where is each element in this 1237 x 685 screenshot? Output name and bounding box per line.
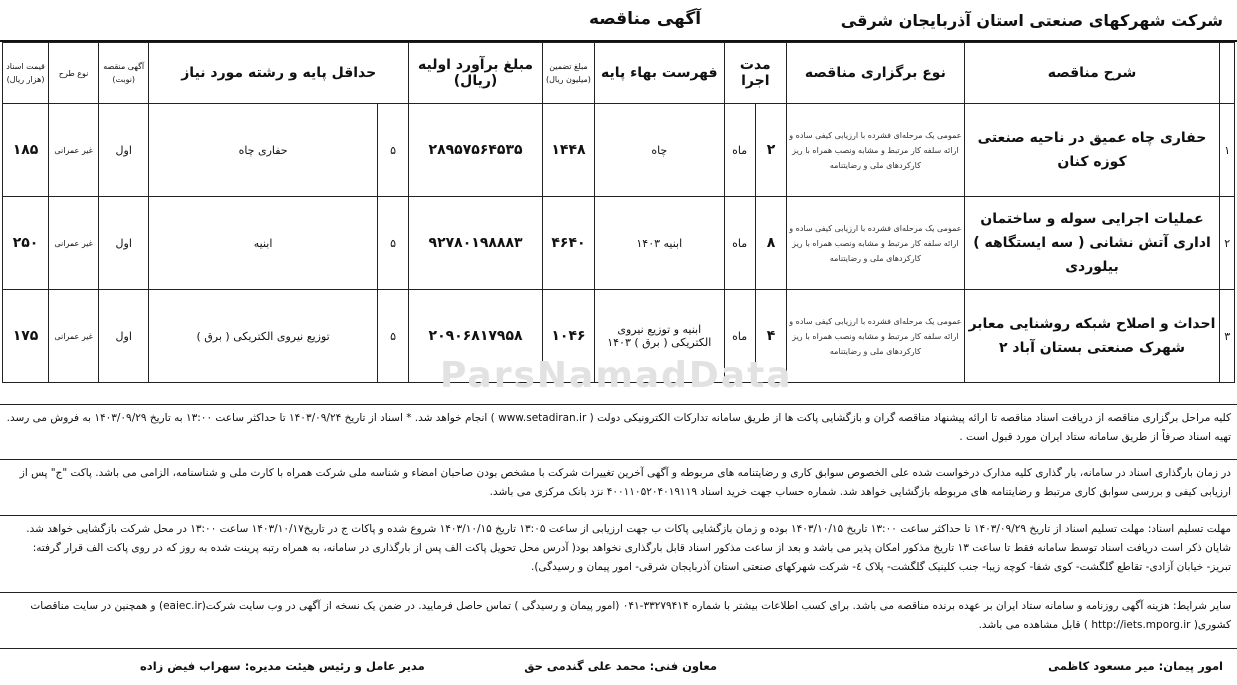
row-duration-unit: ماه (724, 290, 755, 383)
signature-ceo: مدیر عامل و رئیس هیئت مدیره: سهراب فیض زاده (140, 659, 425, 673)
row-doc-price: ۱۸۵ (3, 104, 49, 197)
row-number: ۳ (1220, 290, 1235, 383)
col-header-duration: مدت اجرا (724, 43, 787, 104)
row-doc-price: ۲۵۰ (3, 197, 49, 290)
row-duration-value: ۴ (755, 290, 786, 383)
table-row (3, 290, 1235, 383)
ad-title: آگهی مناقصه (588, 9, 702, 29)
row-doc-price: ۱۷۵ (3, 290, 49, 383)
row-tender-type: عمومی یک مرحله‌ای فشرده با ارزیابی کیفی ساده و ارائه سلفه کار مرتبط و مشابه ونصب همراه با ریز کارکردهای ملی و رضایتنامه (787, 290, 964, 383)
row-grade-number: ۵ (377, 290, 408, 383)
row-plan-type: غیر عمرانی (49, 197, 99, 290)
row-ad-turn: اول (99, 290, 149, 383)
row-ad-turn: اول (99, 197, 149, 290)
row-guarantee: ۴۶۴۰ (542, 197, 594, 290)
row-description: عملیات اجرایی سوله و ساختمان اداری آتش نشانی ( سه ایستگاهه ) بیلوردی (964, 197, 1220, 290)
row-duration-value: ۲ (755, 104, 786, 197)
row-grade-field: ابنیه (149, 197, 378, 290)
row-guarantee: ۱۴۴۸ (542, 104, 594, 197)
row-grade-field: توزیع نیروی الکتریکی ( برق ) (149, 290, 378, 383)
col-header-plan-type: نوع طرح (49, 43, 99, 104)
watermark: ParsNamadData (440, 355, 793, 396)
paragraph-upload-requirements: در زمان بارگذاری اسناد در سامانه، بار گذاری کلیه مدارک درخواست شده علی الخصوص سوابق کاری و رضایتنامه های مربوطه و آگهی آخرین تغییرات شرکت با مشخص بودن صاحبان امضاء و شناسه ملی شرکت همراه با کارت ملی و شناسنامه، الزامی می باشد. پاکت "ج" پس از ارزیابی کیفی و بررسی سوابق کاری مرتبط و رضایتنامه های مربوطه بازگشایی خواهد شد. شماره حساب جهت خرید اسناد ۴۰۰۱۱۰۵۲۰۴۰۱۹۱۱۹ نزد بانک مرکزی می باشد. (0, 459, 1237, 515)
row-plan-type: غیر عمرانی (49, 290, 99, 383)
row-grade-number: ۵ (377, 104, 408, 197)
row-grade-field: حفاری چاه (149, 104, 378, 197)
paragraph-documents: کلیه مراحل برگزاری مناقصه از دریافت اسناد مناقصه تا ارائه پیشنهاد مناقصه گران و بازگشایی پاکت ها از طریق سامانه تدارکات الکترونیکی دولت ( www.setadiran.ir ) انجام خواهد شد. * اسناد از تاریخ ۱۴۰۳/۰۹/۲۴ تا حداکثر ساعت ۱۳:۰۰ به تاریخ ۱۴۰۳/۰۹/۲۹ به فروش می رسد. تهیه اسناد صرفاً از طریق سامانه ستاد ایران مورد قبول است . (0, 404, 1237, 459)
col-header-tender-type: نوع برگزاری مناقصه (787, 43, 964, 104)
signature-bar (0, 648, 1237, 685)
col-header-description: شرح مناقصه (964, 43, 1220, 104)
col-header-price-list: فهرست بهاء پایه (595, 43, 724, 104)
row-duration-value: ۸ (755, 197, 786, 290)
row-plan-type: غیر عمرانی (49, 104, 99, 197)
row-tender-type: عمومی یک مرحله‌ای فشرده با ارزیابی کیفی ساده و ارائه سلفه کار مرتبط و مشابه ونصب همراه با ریز کارکردهای ملی و رضایتنامه (787, 197, 964, 290)
row-guarantee: ۱۰۴۶ (542, 290, 594, 383)
table-header-row (3, 43, 1235, 104)
row-estimate: ۹۲۷۸۰۱۹۸۸۸۳ (409, 197, 543, 290)
row-description: احداث و اصلاح شبکه روشنایی معابر شهرک صنعتی بستان آباد ۲ (964, 290, 1220, 383)
row-number: ۱ (1220, 104, 1235, 197)
col-header-guarantee: مبلغ تضمین (میلیون ریال) (542, 43, 594, 104)
table-row (3, 197, 1235, 290)
row-description: حفاری چاه عمیق در ناحیه صنعتی کوزه کنان (964, 104, 1220, 197)
col-header-ad-turn: آگهی منقصه (نوبت) (99, 43, 149, 104)
signature-technical: معاون فنی: محمد علی گندمی حق (524, 659, 717, 673)
row-ad-turn: اول (99, 104, 149, 197)
company-name: شرکت شهرکهای صنعتی استان آذربایجان شرقی (840, 11, 1223, 30)
signature-contracts: امور پیمان: میر مسعود کاظمی (1048, 659, 1223, 673)
paragraph-deadlines: مهلت تسلیم اسناد: مهلت تسلیم اسناد از تاریخ ۱۴۰۳/۰۹/۲۹ تا حداکثر ساعت ۱۳:۰۰ تاریخ ۱۴۰۳/۱۰/۱۵ بوده و زمان بازگشایی پاکات ب جهت ارزیابی از ساعت ۱۳:۰۵ تاریخ ۱۴۰۳/۱۰/۱۵ شروع شده و پاکات ج در تاریخ۱۴۰۳/۱۰/۱۷ ساعت ۱۳:۰۰ در محل شرکت بازگشایی خواهد شد. شایان ذکر است دریافت اسناد توسط سامانه فقط تا ساعت ۱۳ تاریخ مذکور امکان پذیر می باشد و بعد از ساعت مذکور اسناد قابل بارگذاری نخواهد بود( آدرس محل تحویل پاکت الف پس از بارگذاری در سامانه، به همراه رتبه پرینت شده به روز که در روی پاکت الف قرار گرفته: تبریز- خیابان آزادی- تقاطع گلگشت- کوی شفا- کوچه زیبا- جنب کلینیک گلگشت- پلاک ٤- شرکت شهرکهای صنعتی استان آذربایجان شرقی- امور پیمان و رسیدگی). (0, 515, 1237, 592)
row-price-list: ابنیه و توزیع نیروی الکتریکی ( برق ) ۱۴۰۳ (595, 290, 724, 383)
row-price-list: ابنیه ۱۴۰۳ (595, 197, 724, 290)
table-row (3, 104, 1235, 197)
row-price-list: چاه (595, 104, 724, 197)
row-tender-type: عمومی یک مرحله‌ای فشرده با ارزیابی کیفی ساده و ارائه سلفه کار مرتبط و مشابه ونصب همراه با ریز کارکردهای ملی و رضایتنامه (787, 104, 964, 197)
col-header-grade: حداقل پایه و رشته مورد نیاز (149, 43, 409, 104)
tender-table (2, 42, 1235, 383)
paragraph-other-conditions: سایر شرایط: هزینه آگهی روزنامه و سامانه ستاد ایران بر عهده برنده مناقصه می باشد. برای کسب اطلاعات بیشتر با شماره ۳۳۲۷۹۴۱۴-۰۴۱ (امور پیمان و رسیدگی ) تماس حاصل فرمایید. در ضمن یک نسخه از آگهی در وب سایت شرکت(eaiec.ir) و همچنین در سایت مناقصات کشوری( http://iets.mporg.ir ) قابل مشاهده می باشد. (0, 592, 1237, 648)
col-header-estimate: مبلغ برآورد اولیه (ریال) (409, 43, 543, 104)
row-duration-unit: ماه (724, 197, 755, 290)
ad-header (0, 0, 1237, 42)
row-duration-unit: ماه (724, 104, 755, 197)
row-number: ۲ (1220, 197, 1235, 290)
row-estimate: ۲۸۹۵۷۵۶۴۵۳۵ (409, 104, 543, 197)
col-header-number (1220, 43, 1235, 104)
row-grade-number: ۵ (377, 197, 408, 290)
row-estimate: ۲۰۹۰۶۸۱۷۹۵۸ (409, 290, 543, 383)
col-header-doc-price: قیمت اسناد (هزار ریال) (3, 43, 49, 104)
